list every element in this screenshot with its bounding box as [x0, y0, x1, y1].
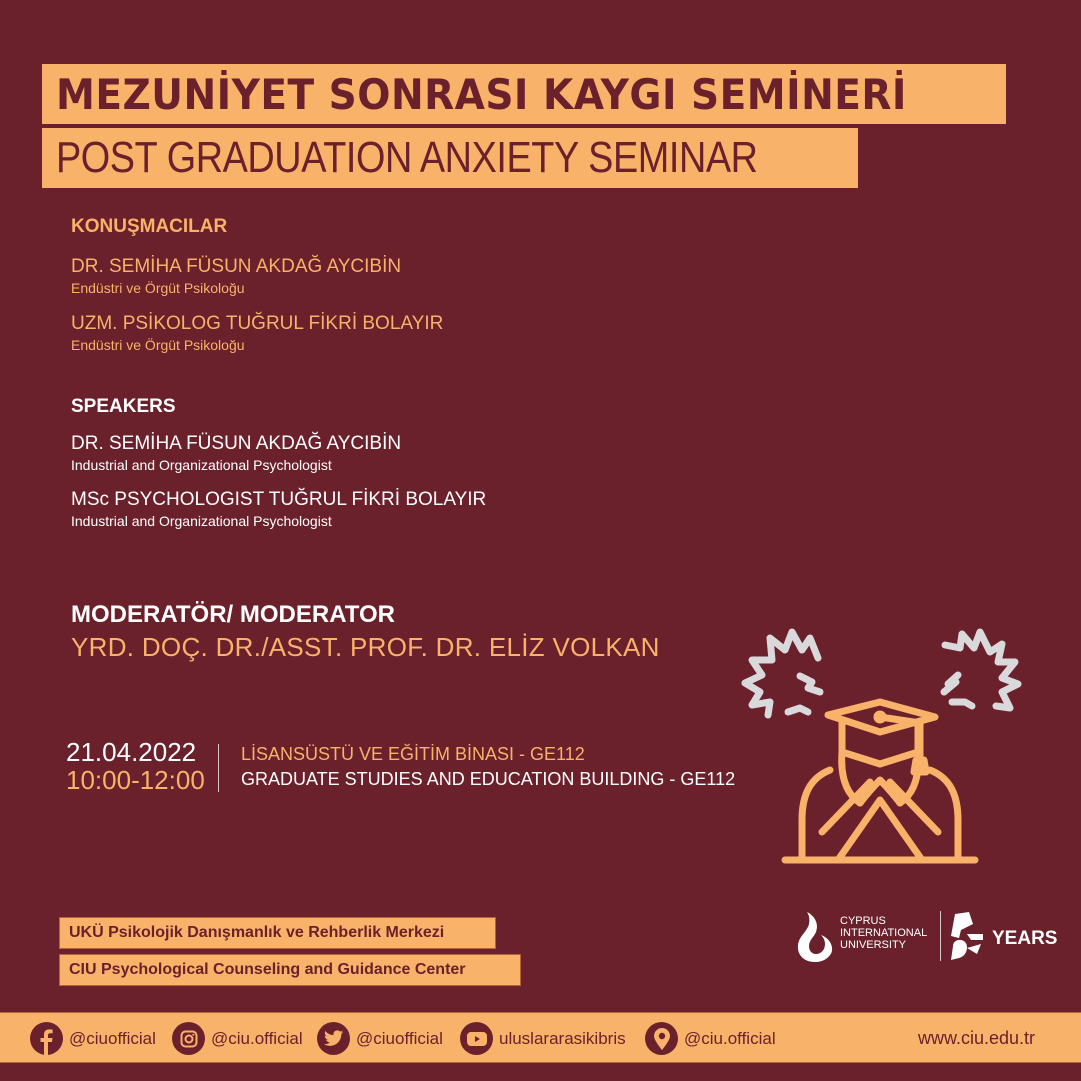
title-english: POST GRADUATION ANXIETY SEMINAR	[56, 133, 758, 182]
speaker-en-2-name: MSc PSYCHOLOGIST TUĞRUL FİKRİ BOLAYIR	[71, 489, 487, 510]
speakers-tr-heading: KONUŞMACILAR	[71, 216, 228, 237]
stress-burst-right-icon	[944, 632, 1018, 708]
facebook-icon	[30, 1022, 63, 1055]
speaker-en-1-name: DR. SEMİHA FÜSUN AKDAĞ AYCIBİN	[71, 433, 402, 454]
moderator-name: YRD. DOÇ. DR./ASST. PROF. DR. ELİZ VOLKAN	[71, 632, 660, 662]
speaker-tr-1-name: DR. SEMİHA FÜSUN AKDAĞ AYCIBİN	[71, 256, 402, 277]
speaker-en-1-role: Industrial and Organizational Psychologist	[71, 457, 332, 473]
twitter-icon	[317, 1022, 350, 1055]
location-english: GRADUATE STUDIES AND EDUCATION BUILDING - GE112	[241, 769, 736, 789]
facebook-handle: @ciuofficial	[69, 1028, 156, 1048]
instagram-icon	[172, 1022, 205, 1055]
person-covering-face-icon	[785, 752, 975, 860]
university-name: CYPRUS INTERNATIONAL UNIVERSITY	[840, 915, 928, 951]
speaker-en-2-role: Industrial and Organizational Psychologist	[71, 513, 332, 529]
title-turkish: MEZUNİYET SONRASI KAYGI SEMİNERİ	[56, 69, 907, 119]
website-link[interactable]: www.ciu.edu.tr	[918, 1028, 1036, 1048]
social-instagram[interactable]	[172, 1013, 303, 1064]
social-facebook[interactable]	[30, 1013, 156, 1064]
location-handle: @ciu.official	[684, 1028, 776, 1048]
speaker-tr-1-role: Endüstri ve Örgüt Psikoloğu	[71, 280, 245, 296]
organizer-english: CIU Psychological Counseling and Guidance Center	[69, 961, 466, 978]
stress-burst-left-icon	[745, 632, 820, 715]
speaker-tr-2-role: Endüstri ve Örgüt Psikoloğu	[71, 337, 245, 353]
anniversary-years-label: YEARS	[992, 928, 1058, 949]
date-location-divider	[218, 744, 219, 792]
organizer-turkish: UKÜ Psikolojik Danışmanlık ve Rehberlik Merkezi	[69, 924, 445, 941]
twitter-handle: @ciuofficial	[356, 1028, 443, 1048]
title-turkish-banner	[42, 64, 1006, 124]
anxious-graduate-icon	[730, 620, 1040, 880]
university-logo	[795, 908, 1065, 968]
anniversary-25-icon	[947, 910, 987, 964]
logo-divider	[940, 911, 941, 961]
moderator-heading: MODERATÖR/ MODERATOR	[71, 601, 395, 628]
social-youtube[interactable]	[460, 1013, 626, 1064]
title-english-banner	[42, 128, 858, 188]
speaker-tr-2-name: UZM. PSİKOLOG TUĞRUL FİKRİ BOLAYIR	[71, 313, 444, 334]
organizer-english-banner	[59, 954, 521, 986]
speakers-en-heading: SPEAKERS	[71, 396, 176, 417]
social-twitter[interactable]	[317, 1013, 443, 1064]
location-pin-icon	[645, 1022, 678, 1055]
youtube-icon	[460, 1022, 493, 1055]
footer-social-bar	[0, 1012, 1081, 1063]
organizer-turkish-banner	[59, 917, 496, 949]
instagram-handle: @ciu.official	[211, 1028, 303, 1048]
ciu-flame-logo-icon	[795, 910, 835, 964]
event-time: 10:00-12:00	[66, 765, 205, 795]
event-date: 21.04.2022	[66, 737, 197, 767]
social-location[interactable]	[645, 1013, 776, 1064]
youtube-handle: uluslararasikibris	[499, 1028, 626, 1048]
location-turkish: LİSANSÜSTÜ VE EĞİTİM BİNASI - GE112	[241, 744, 585, 764]
